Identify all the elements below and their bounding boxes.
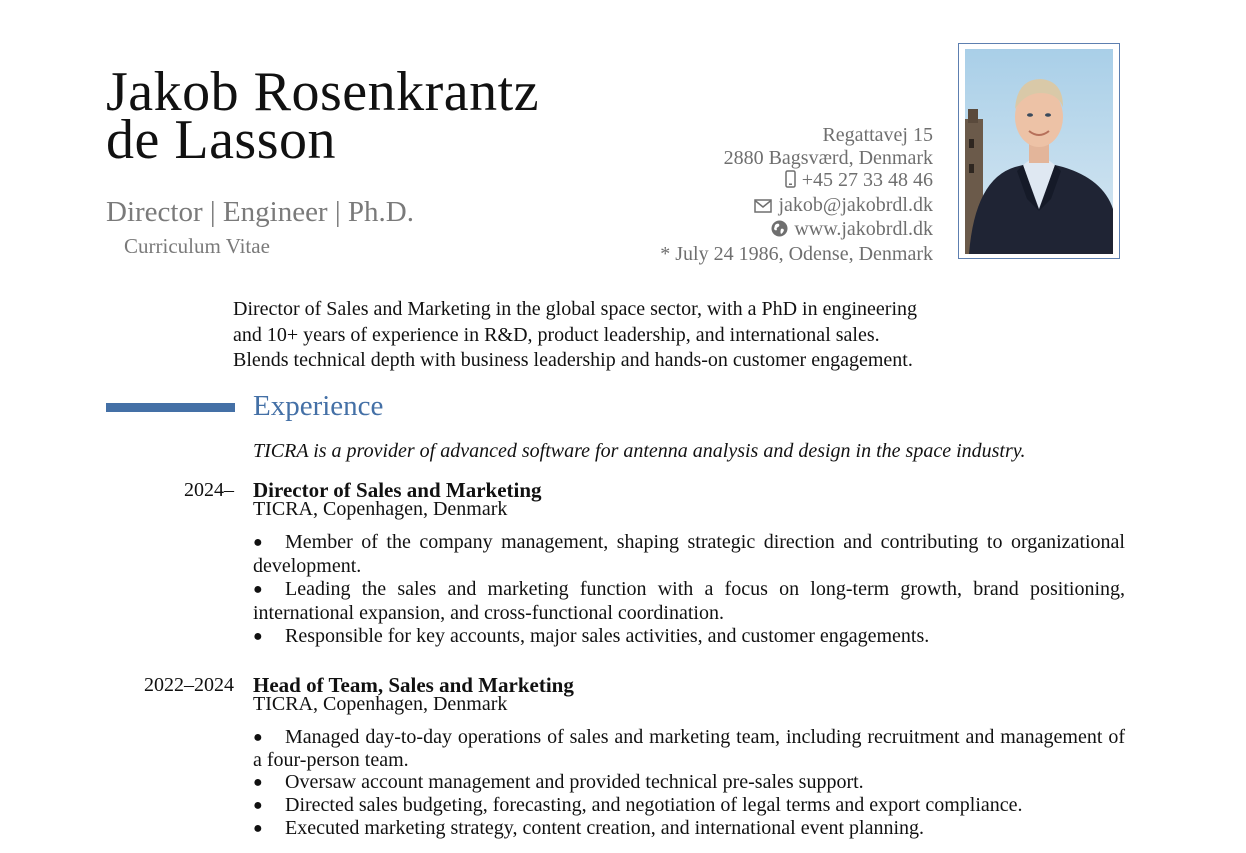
- contact-email-line: [660, 194, 933, 219]
- name-line-2: de Lasson: [106, 109, 337, 171]
- contact-website[interactable]: www.jakobrdl.dk: [794, 218, 933, 240]
- mobile-phone-icon: [785, 170, 796, 194]
- bullet-text: Managed day-to-day operations of sales and marketing team, including recruitment and management of a four-person team.: [253, 726, 1125, 771]
- list-item: [253, 531, 1125, 578]
- section-title-experience: Experience: [253, 390, 384, 422]
- portrait-image: [965, 49, 1113, 254]
- globe-icon: [771, 220, 788, 243]
- tagline: Director | Engineer | Ph.D.: [106, 196, 414, 228]
- profile-summary: [233, 297, 1013, 374]
- envelope-icon: [754, 196, 772, 219]
- bullet-icon: ●: [253, 797, 263, 814]
- job-years: 2022–2024: [144, 674, 234, 696]
- list-item: [253, 817, 1125, 840]
- bullet-icon: ●: [253, 774, 263, 791]
- list-item: [253, 578, 1125, 625]
- summary-line: Blends technical depth with business leadership and hands-on customer engagement.: [233, 349, 913, 371]
- job-org: TICRA, Copenhagen, Denmark: [253, 498, 508, 520]
- bullet-text: Directed sales budgeting, forecasting, and negotiation of legal terms and export compliance.: [285, 794, 1023, 816]
- list-item: [253, 794, 1125, 817]
- job-role: Director of Sales and Marketing: [253, 478, 542, 502]
- bullet-icon: ●: [253, 820, 263, 837]
- bullet-icon: ●: [253, 729, 263, 746]
- bullet-icon: ●: [253, 628, 263, 645]
- job-org: TICRA, Copenhagen, Denmark: [253, 693, 508, 715]
- profile-photo: [958, 43, 1120, 259]
- contact-phone-line: [660, 169, 933, 194]
- bullet-icon: ●: [253, 581, 263, 598]
- job-years: 2024–: [184, 479, 234, 501]
- section-accent-bar: [106, 403, 235, 412]
- contact-city: 2880 Bagsværd, Denmark: [723, 146, 933, 169]
- summary-line: and 10+ years of experience in R&D, product leadership, and international sales.: [233, 323, 880, 346]
- summary-line: Director of Sales and Marketing in the global space sector, with a PhD in engineering: [233, 298, 918, 320]
- job-bullets: [253, 726, 1125, 840]
- company-description: TICRA is a provider of advanced software for antenna analysis and design in the space industry.: [253, 440, 1026, 462]
- bullet-text: Leading the sales and marketing function with a focus on long-term growth, brand positioning, international expansion, and cross-functional coordination.: [253, 578, 1125, 624]
- list-item: [253, 771, 1125, 794]
- bullet-text: Oversaw account management and provided technical pre-sales support.: [285, 771, 864, 793]
- list-item: [253, 625, 1125, 649]
- bullet-icon: ●: [253, 534, 263, 551]
- list-item: [253, 726, 1125, 771]
- job-bullets: [253, 531, 1125, 649]
- contact-email[interactable]: jakob@jakobrdl.dk: [778, 193, 933, 216]
- contact-phone: +45 27 33 48 46: [801, 169, 933, 191]
- cv-label: Curriculum Vitae: [124, 234, 270, 258]
- bullet-text: Member of the company management, shaping strategic direction and contributing to organizational development.: [253, 531, 1125, 577]
- contact-block: [660, 124, 933, 265]
- contact-birth: * July 24 1986, Odense, Denmark: [660, 242, 933, 265]
- contact-website-line: [660, 218, 933, 243]
- bullet-text: Executed marketing strategy, content creation, and international event planning.: [285, 817, 925, 839]
- job-role: Head of Team, Sales and Marketing: [253, 673, 574, 697]
- name-line-1: Jakob Rosenkrantz: [106, 61, 540, 123]
- bullet-text: Responsible for key accounts, major sales activities, and customer engagements.: [285, 625, 930, 647]
- contact-street: Regattavej 15: [822, 124, 933, 146]
